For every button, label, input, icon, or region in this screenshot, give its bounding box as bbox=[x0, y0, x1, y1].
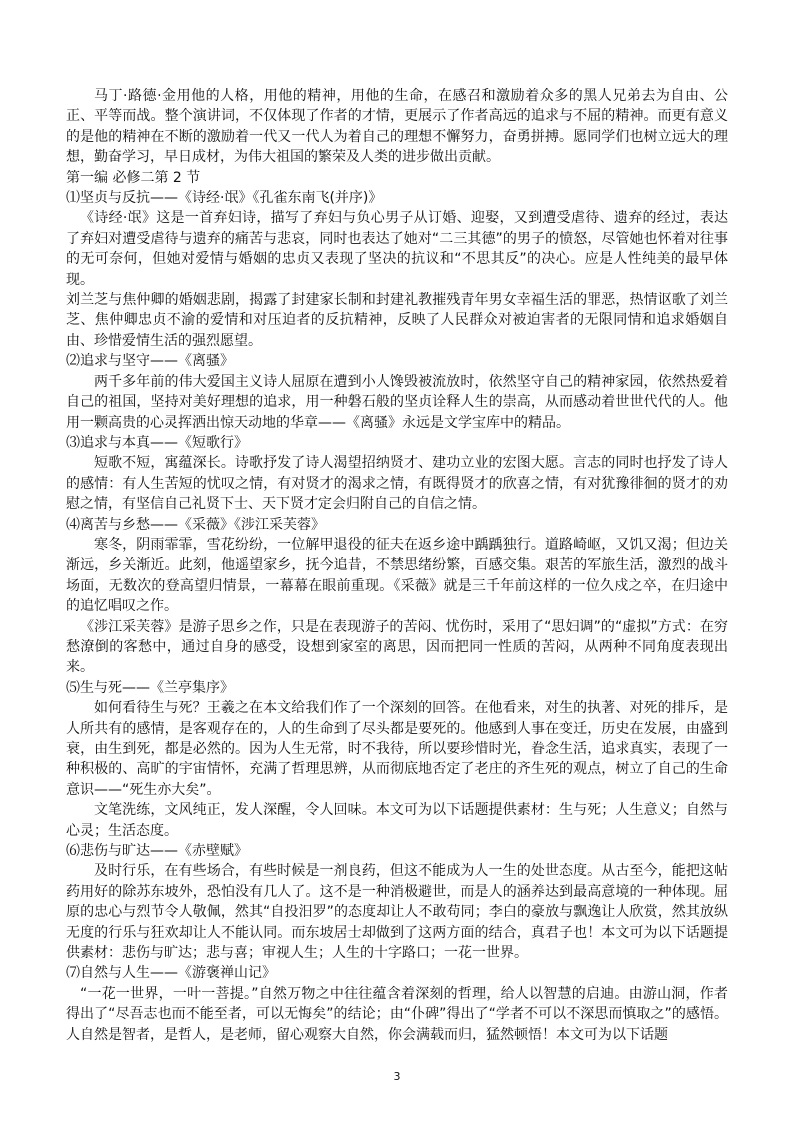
section-heading: ⑴坚贞与反抗——《诗经·氓》《孔雀东南飞(并序)》 bbox=[66, 190, 383, 207]
page-number: 3 bbox=[393, 1070, 401, 1083]
paragraph: 寒冬，阴雨霏霏，雪花纷纷，一位解甲退役的征夫在返乡途中踽踽独行。道路崎岖，又饥又渴；但边关渐远，乡关渐近。此刻，他遥望家乡，抚今追昔，不禁思绪纷繁，百感交集。艰苦的军旅生活，激烈的战斗场面，无数次的登高望归情景，一幕幕在眼前重现。《采薇》就是三千年前这样的一位久戍之卒，在归途中的追忆唱叹之作。 bbox=[66, 536, 728, 615]
section-heading: ⑷离苦与乡愁——《采薇》《涉江采芙蓉》 bbox=[66, 516, 325, 533]
paragraph: 两千多年前的伟大爱国主义诗人屈原在遭到小人馋毁被流放时，依然坚守自己的精神家园，依然热爱着自己的祖国，坚持对美好理想的追求，用一种磐石般的坚贞诠释人生的崇高，从而感动着世世代代的人。他用一颗高贵的心灵挥洒出惊天动地的华章——《离骚》永远是文学宝库中的精品。 bbox=[66, 373, 728, 431]
paragraph: 马丁·路德·金用他的人格，用他的精神，用他的生命，在感召和激励着众多的黑人兄弟去为自由、公正、平等而战。整个演讲词，不仅体现了作者的才情，更展示了作者高远的追求与不屈的精神。而更有意义的是他的精神在不断的激励着一代又一代人为着自己的理想不懈努力，奋勇拼搏。愿同学们也树立远大的理想，勤奋学习，早日成材，为伟大祖国的繁荣及人类的进步做出贡献。 bbox=[66, 88, 728, 166]
paragraph: 《诗经·氓》这是一首弃妇诗，描写了弃妇与负心男子从订婚、迎娶，又到遭受虐待、遗弃的经过，表达了弃妇对遭受虐待与遗弃的痛苦与悲哀，同时也表达了她对“二三其德”的男子的愤怒，尽管她也怀着对往事的无可奈何，但她对爱情与婚姻的忠贞又表现了坚决的抗议和“不思其反”的决心。应是人性纯美的最早体现。 bbox=[66, 210, 728, 288]
paragraph: “一花一世界，一叶一菩提。”自然万物之中往往蕴含着深刻的哲理，给人以智慧的启迪。由游山洞，作者得出了“尽吾志也而不能至者，可以无悔矣”的结论；由“仆碑”得出了“学者不可以不深思而慎取之”的感悟。人自然是智者，是哲人，是老师，留心观察大自然，你会满载而归，猛然顿悟！本文可为以下话题 bbox=[66, 985, 728, 1043]
document-page bbox=[66, 86, 728, 1045]
paragraph: 短歌不短，寓蕴深长。诗歌抒发了诗人渴望招纳贤才、建功立业的宏图大愿。言志的同时也抒发了诗人的感情：有人生苦短的忧叹之情，有对贤才的渴求之情，有既得贤才的欣喜之情，有对犹豫徘徊的贤才的劝慰之情，有坚信自己礼贤下士、天下贤才定会归附自己的自信之情。 bbox=[66, 455, 728, 513]
paragraph: 文笔洗练，文风纯正，发人深醒，令人回味。本文可为以下话题提供素材：生与死；人生意义；自然与心灵；生活态度。 bbox=[66, 802, 728, 839]
paragraph: 如何看待生与死？王羲之在本文给我们作了一个深刻的回答。在他看来，对生的执著、对死的排斥，是人所共有的感情，是客观存在的，人的生命到了尽头都是要死的。他感到人事在变迁，历史在发展，由盛到衰，由生到死，都是必然的。因为人生无常，时不我待，所以要珍惜时光，眷念生活，追求真实，表现了一种积极的、高旷的宇宙情怀，充满了哲理思辨，从而彻底地否定了老庄的齐生死的观点，树立了自己的生命意识——“死生亦大矣”。 bbox=[66, 700, 728, 798]
section-heading: ⑸生与死——《兰亭集序》 bbox=[66, 679, 234, 696]
section-heading: ⑹悲伤与旷达——《赤壁赋》 bbox=[66, 843, 248, 860]
paragraph: 《涉江采芙蓉》是游子思乡之作，只是在表现游子的苦闷、忧伤时，采用了“思妇调”的“虚拟”方式：在穷愁潦倒的客愁中，通过自身的感受，设想到家室的离思，因而把同一性质的苦闷，从两种不同角度表现出来。 bbox=[66, 618, 728, 676]
section-heading: ⑶追求与本真——《短歌行》 bbox=[66, 434, 248, 451]
section-heading: ⑵追求与坚守——《离骚》 bbox=[66, 353, 234, 370]
section-heading: ⑺自然与人生——《游褒禅山记》 bbox=[66, 965, 276, 982]
paragraph: 刘兰芝与焦仲卿的婚姻悲剧，揭露了封建家长制和封建礼教摧残青年男女幸福生活的罪恶，热情讴歌了刘兰芝、焦仲卿忠贞不渝的爱情和对压迫者的反抗精神，反映了人民群众对被迫害者的无限同情和追求婚姻自由、珍惜爱情生活的强烈愿望。 bbox=[66, 292, 728, 349]
section-heading: 第一编 必修二第 2 节 bbox=[66, 169, 201, 186]
paragraph: 及时行乐，在有些场合，有些时候是一剂良药，但这不能成为人一生的处世态度。从古至今，能把这帖药用好的除苏东坡外，恐怕没有几人了。这不是一种消极避世，而是人的涵养达到最高意境的一种体现。屈原的忠心与烈节令人敬佩，然其“自投汨罗”的态度却让人不敢苟同；李白的豪放与飘逸让人欣赏，然其放纵无度的行乐与狂欢却让人不能认同。而东坡居士却做到了这两方面的结合，真君子也！本文可为以下话题提供素材：悲伤与旷达；悲与喜；审视人生；人生的十字路口；一花一世界。 bbox=[66, 863, 728, 962]
